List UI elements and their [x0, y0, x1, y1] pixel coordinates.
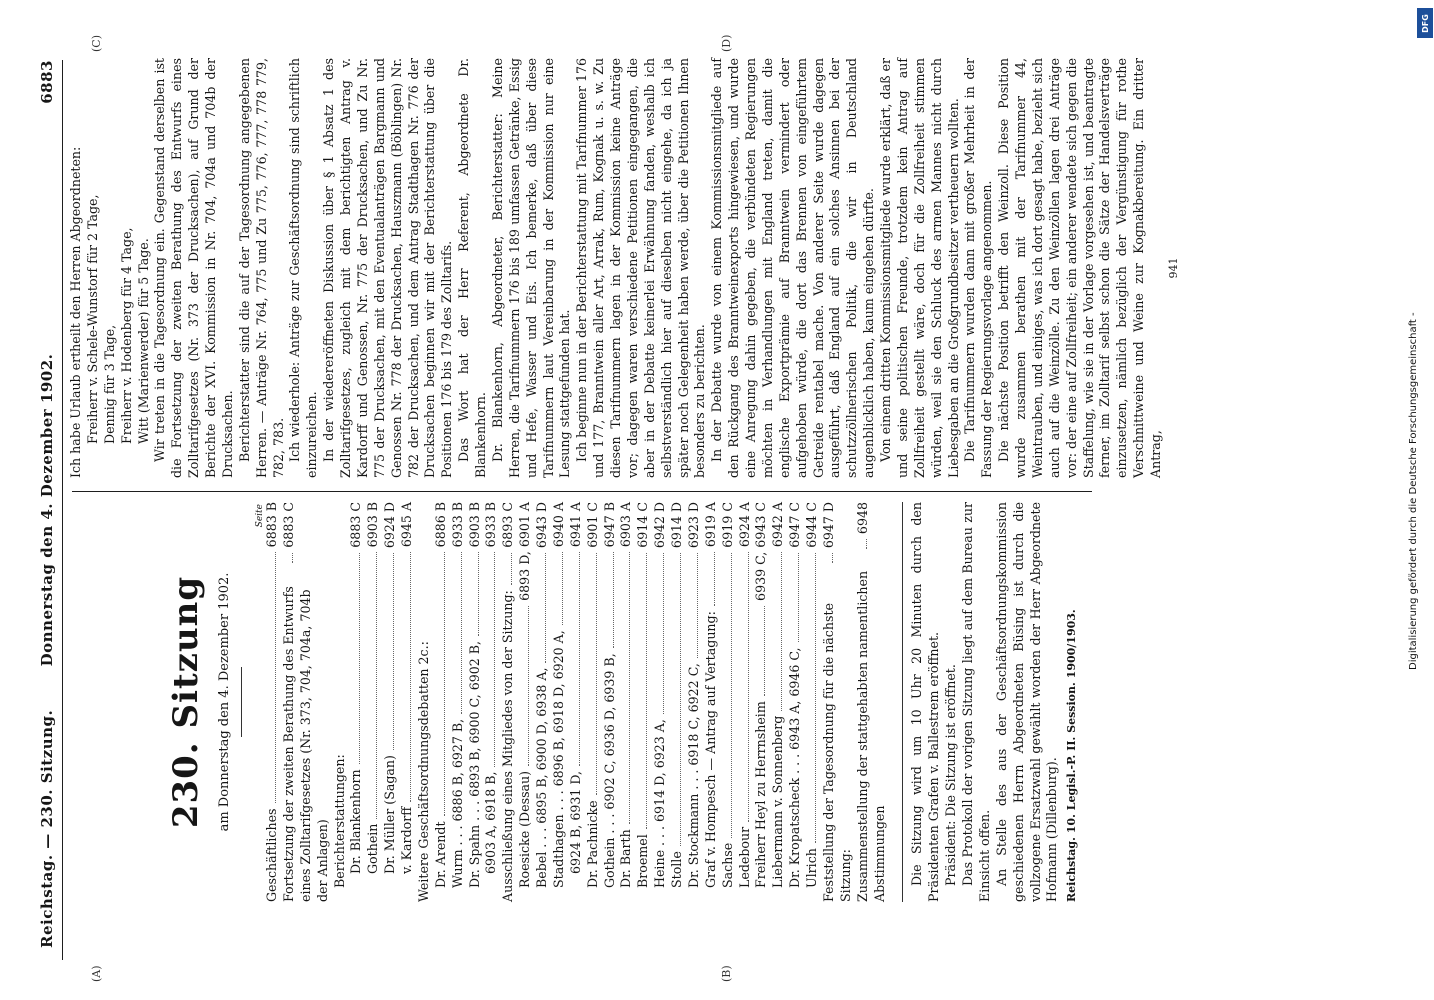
margin-marker-c: (C) — [90, 35, 103, 52]
toc-entry — [753, 502, 770, 902]
toc-leader-dots — [562, 552, 563, 625]
toc-entry-text: Fortsetzung der zweiten Berathung des Entwurfs eines Zolltarifgesetzes (Nr. 373, 704, 704a, 704b der Anlagen) — [280, 586, 330, 902]
leave-list — [85, 58, 153, 478]
session-date: am Donnerstag den 4. Dezember 1902. — [216, 572, 232, 832]
toc-entry — [635, 502, 652, 902]
column-divider — [72, 491, 1092, 492]
session-title: 230. Sitzung — [166, 575, 206, 829]
toc-entry-text: Sachse — [719, 842, 735, 888]
toc-page-ref: 6883 C — [348, 502, 364, 548]
leave-entry: Dennig für 3 Tage, — [101, 324, 117, 444]
margin-marker-d: (D) — [720, 34, 733, 52]
toc-entry-text: Roesicke (Dessau) — [517, 770, 533, 888]
toc-entry-text: Ausschließung eines Mitgliedes von der Sitzung: — [500, 590, 516, 902]
debate-paragraph: Dr. Blankenhorn, Abgeordneter, Berichterstatter: Meine Herren, die Tarifnummern 176 bis 189 umfassen Getränke, Essig und Hefe, Wasser und Eis. Ich bemerke, daß über diese Tarifnummern laut Vereinbarung in der Kommission nur eine Lesung stattgefunden hat. — [489, 58, 573, 478]
toc-page-ref: 6939 C, 6943 C — [753, 502, 769, 601]
opening-paragraph: An Stelle des aus der Geschäftsordnungskommission geschiedenen Herrn Abgeordneten Büsing ist durch die vollzogene Ersatzwahl gewählt worden der Herr Abgeordnete Hofmann (Dillenburg). — [993, 502, 1060, 902]
toc-entry-text: Stadthagen . . . 6896 B, 6918 D, 6920 A, — [550, 630, 566, 888]
toc-entry-text: Dr. Blankenhorn — [348, 769, 364, 874]
toc-entry-text: Dr. Müller (Sagan) — [382, 755, 398, 874]
leave-entry: Witt (Marienwerder) für 5 Tage. — [135, 238, 151, 444]
toc-leader-dots — [613, 552, 614, 648]
debate-paragraph: Das Wort hat der Herr Referent, Abgeordnete Dr. Blankenhorn. — [456, 58, 488, 478]
footer-note: Reichstag. 10. Legisl.-P. II. Session. 1900/1903. — [1065, 609, 1079, 902]
toc-leader-dots — [596, 553, 597, 796]
toc-leader-dots — [832, 553, 833, 563]
toc-leader-dots — [748, 552, 749, 822]
toc-entry-text: Stolle — [669, 851, 684, 888]
toc-entry — [264, 502, 281, 902]
toc-entry-text: Dr. Pachnicke — [584, 800, 600, 888]
left-column — [68, 502, 1080, 902]
toc-entry-text: Freiherr Heyl zu Herrnsheim — [753, 701, 769, 888]
debate-paragraph: Die Tarifnummern wurden dann mit großer Mehrheit in der Fassung der Regierungsvorlage angenommen. — [962, 58, 995, 478]
toc-entry-text: Liebermann v. Sonnenberg — [770, 715, 786, 888]
leave-entry: Freiherr v. Schele-Wunstorf für 2 Tage, — [84, 194, 100, 444]
leave-entry: Freiherr v. Hodenberg für 4 Tage, — [118, 227, 134, 444]
toc-entry — [669, 502, 686, 902]
table-of-contents — [264, 502, 888, 902]
toc-page-ref: 6914 C — [635, 502, 651, 548]
toc-page-ref: 6886 B — [432, 502, 448, 548]
toc-entry — [821, 502, 855, 902]
toc-entry-text: Dr. Arendt — [432, 821, 448, 888]
toc-leader-dots — [663, 553, 664, 714]
toc-entry — [433, 502, 450, 902]
toc-entry — [483, 502, 500, 902]
header-left: Reichstag. — 230. Sitzung. — [38, 709, 56, 948]
toc-leader-dots — [697, 553, 698, 658]
toc-entry — [332, 502, 349, 902]
margin-marker-a: (A) — [90, 965, 103, 982]
toc-entry-text: Dr. Spahn . . . 6893 B, 6900 C, 6902 B, — [466, 640, 482, 888]
toc-entry — [281, 502, 332, 902]
toc-entry — [534, 502, 551, 902]
toc-entry — [770, 502, 787, 902]
toc-entry — [416, 502, 433, 902]
toc-page-ref: 6942 D — [652, 502, 668, 549]
toc-entry-text: Graf v. Hompesch — Antrag auf Vertagung: — [702, 611, 718, 888]
toc-page-ref: 6943 D — [534, 502, 549, 549]
toc-leader-dots — [494, 552, 495, 766]
toc-leader-dots — [410, 552, 411, 802]
header-page-number: 6883 — [38, 60, 56, 104]
toc-entry-text: Gothein . . . 6902 C, 6936 D, 6939 B, — [601, 653, 617, 888]
toc-page-ref: 6924 D — [382, 502, 398, 549]
toc-entry — [737, 502, 754, 902]
toc-entry — [720, 502, 737, 902]
toc-leader-dots — [680, 553, 681, 846]
toc-page-ref: 6947 C — [787, 502, 803, 548]
digitization-credit — [1408, 10, 1430, 990]
toc-leader-dots — [629, 552, 630, 824]
toc-page-ref: 6903 B — [365, 502, 381, 548]
toc-page-ref: 6919 A — [702, 502, 718, 548]
credit-text: Digitalisierung gefördert durch die Deutsche Forschungsgemeinschaft - — [1408, 312, 1419, 670]
toc-entry — [703, 502, 720, 902]
toc-page-ref: 6903 B — [466, 502, 482, 548]
debate-paragraph: Wir treten in die Tagesordnung ein. Gegenstand derselben ist die Fortsetzung der zweiten Berathung des Entwurfs eines Zolltarifgesetzes (Nr. 373 der Drucksachen), auf Grund der Berichte der XVI. Kommission in Nr. 704, 704a und 704b der Drucksachen. — [152, 58, 235, 478]
toc-entry-text: Gothein — [365, 823, 381, 874]
toc-page-ref: 6883 B — [264, 502, 279, 548]
toc-leader-dots — [714, 552, 715, 606]
toc-leader-dots — [798, 553, 799, 643]
toc-page-ref: 6924 A — [736, 502, 752, 548]
right-column — [68, 58, 1182, 478]
toc-page-ref: 6940 A — [550, 502, 566, 548]
toc-leader-dots — [478, 552, 479, 636]
toc-leader-dots — [815, 553, 816, 843]
toc-page-ref: 6893 D, 6901 A — [517, 502, 533, 601]
debate-paragraph: Berichterstatter sind die auf der Tagesordnung angegebenen Herren. — Anträge Nr. 764, 775 und Zu 775, 776, 777, 778 779, 782, 783. — [236, 58, 286, 478]
margin-marker-b: (B) — [720, 965, 733, 982]
toc-leader-dots — [528, 606, 529, 766]
toc-entry-text: Dr. Barth — [618, 829, 634, 888]
opening-paragraph: Das Protokoll der vorigen Sitzung liegt auf dem Bureau zur Einsicht offen. — [960, 502, 992, 902]
toc-entry — [602, 502, 619, 902]
toc-entry-text: Ulrich — [804, 848, 819, 888]
toc-leader-dots — [275, 552, 276, 803]
toc-entry-text: Zusammenstellung der stattgehabten namentlichen Abstimmungen — [854, 570, 887, 902]
toc-entry-text: Broemel — [635, 834, 651, 888]
toc-entry — [500, 502, 517, 902]
toc-entry — [365, 502, 382, 902]
dfg-logo-text: DFG — [1420, 13, 1430, 33]
toc-page-ref: 6948 — [854, 502, 870, 535]
dfg-logo — [1417, 8, 1433, 38]
toc-entry-text: 6903 A, 6918 B, — [483, 771, 499, 874]
toc-entry — [382, 502, 399, 902]
toc-entry — [686, 502, 703, 902]
debate-text — [152, 58, 1165, 478]
toc-entry-text: Heine . . . 6914 D, 6923 A, — [652, 719, 668, 888]
toc-leader-dots — [545, 553, 546, 662]
toc-entry — [618, 502, 635, 902]
toc-page-ref: 6941 A — [567, 502, 583, 548]
debate-paragraph: Von einem dritten Kommissionsmitgliede wurde erklärt, daß er und seine politischen Freunde, trotzdem kein Antrag auf Zollfreiheit gestellt wäre, doch für die Zollfreiheit stimmen würden, weil sie den Schluck des armen Mannes nicht durch Liebesgaben an die Großgrundbesitzer vertheuern wollten. — [878, 58, 961, 478]
toc-entry-text: Wurm . . . 6886 B, 6927 B, — [449, 718, 465, 888]
toc-entry — [348, 502, 365, 902]
toc-entry — [804, 502, 821, 902]
toc-leader-dots — [444, 552, 445, 816]
toc-leader-dots — [646, 553, 647, 830]
toc-entry — [467, 502, 484, 902]
toc-page-ref: 6933 B — [449, 502, 465, 548]
toc-entry-text: v. Kardorff — [399, 806, 414, 874]
toc-page-ref: 6923 D — [685, 502, 701, 549]
page-bottom-number: 941 — [1166, 257, 1180, 279]
toc-entry-text: Dr. Stockmann . . . 6918 C, 6922 C, — [685, 663, 701, 888]
toc-entry-text: Dr. Kropatscheck . . . 6943 A, 6946 C, — [787, 647, 803, 888]
opening-paragraph: Präsident: Die Sitzung ist eröffnet. — [943, 664, 959, 886]
page-header — [28, 60, 63, 960]
toc-leader-dots — [292, 553, 293, 563]
toc-page-ref: 6883 C — [280, 502, 296, 548]
toc-page-ref: 6944 C — [804, 502, 819, 548]
toc-entry-text: Bebel . . . 6895 B, 6900 D, 6938 A, — [534, 667, 549, 888]
toc-entry-text: 6924 B, 6931 D, — [567, 770, 583, 874]
toc-entry — [450, 502, 467, 902]
toc-page-ref: 6903 A — [618, 502, 634, 548]
opening-paragraph: Die Sitzung wird um 10 Uhr 20 Minuten durch den Präsidenten Grafen v. Ballestrem eröffnet. — [909, 502, 942, 902]
toc-page-ref: 6914 D — [669, 502, 684, 549]
leave-intro: Ich habe Urlaub ertheilt den Herren Abgeordneten: — [68, 146, 83, 478]
debate-paragraph: Ich beginne nun in der Berichterstattung mit Tarifnummer 176 und 177, Branntwein aller Art, Arrak, Rum, Kognak u. s. w. Zu diesen Tarifnummern lagen in der Kommission keine Anträge vor; dagegen waren verschiedene Petitionen eingegangen, die aber in der Debatte keinerlei Erwähnung fanden, weshalb ich selbstverständlich hier auf dieselben nicht eingehe, da ich ja später noch Gelegenheit haben werde, über die Petitionen Ihnen besonders zu berichten. — [574, 58, 708, 478]
toc-leader-dots — [781, 552, 782, 711]
toc-page-ref: 6947 B — [601, 502, 617, 548]
debate-paragraph: In der Debatte wurde von einem Kommissionsmitgliede auf den Rückgang des Branntweinexports hingewiesen, und wurde eine Anregung dahin gegeben, die verbündeten Regierungen möchten in Verhandlungen mit England treten, damit die englische Exportprämie auf Branntwein vermindert oder aufgehoben würde, die dort das Brennen von eingeführtem Getreide rentabel mache. Von anderer Seite wurde dagegen ausgeführt, daß England auf ein solches Ansinnen bei der schutzzöllnerischen Politik, die wir in Deutschland augenblicklich haben, kaum eingehen dürfte. — [709, 58, 877, 478]
toc-leader-dots — [376, 552, 377, 818]
toc-leader-dots — [461, 552, 462, 714]
toc-entry — [551, 502, 568, 902]
toc-page-ref: 6893 C — [500, 502, 516, 548]
toc-leader-dots — [731, 553, 732, 838]
toc-entry-text: Weitere Geschäftsordnungsdebatten 2c.: — [415, 641, 431, 902]
toc-entry-text: Geschäftliches — [264, 808, 279, 902]
toc-page-ref: 6947 D — [820, 502, 836, 549]
toc-leader-dots — [511, 553, 512, 586]
toc-leader-dots — [393, 553, 394, 750]
toc-entry — [517, 502, 534, 902]
debate-paragraph: In der wiedereröffneten Diskussion über § 1 Absatz 1 des Zolltarifgesetzes, zugleich mit dem berichtigten Antrag v. Kardorff und Genossen, Nr. 775 der Drucksachen, und Zu Nr. 775 der Drucksachen, mit den Eventualanträgen Bargmann und Genossen Nr. 778 der Drucksachen, Hauszmann (Böblingen) Nr. 782 der Drucksachen, und dem Antrag Stadthagen Nr. 776 der Drucksachen beginnen wir mit der Berichterstattung über die Positionen 176 bis 179 des Zolltarifs. — [321, 58, 455, 478]
toc-entry — [399, 502, 416, 902]
toc-entry-text: Feststellung der Tagesordnung für die nächste Sitzung: — [820, 603, 853, 902]
toc-entry — [585, 502, 602, 902]
toc-leader-dots — [866, 539, 867, 549]
toc-leader-dots — [579, 552, 580, 766]
toc-entry — [568, 502, 585, 902]
toc-page-ref: 6942 A — [770, 502, 786, 548]
toc-entry-text: Berichterstattungen: — [331, 754, 347, 888]
seite-label: Seite — [254, 504, 265, 528]
header-date: Donnerstag den 4. Dezember 1902. — [38, 353, 56, 667]
toc-entry-text: Ledebour — [736, 826, 752, 888]
title-rule — [241, 667, 242, 737]
debate-paragraph: Ich wiederhole: Anträge zur Geschäftsordnung sind schriftlich einzureichen. — [287, 58, 320, 478]
toc-entry — [855, 502, 889, 902]
toc-entry — [787, 502, 804, 902]
opening-text — [902, 502, 1061, 902]
toc-leader-dots — [764, 606, 765, 696]
debate-paragraph: Die nächste Position betrifft den Weinzoll. Diese Position wurde zusammen berathen mit der Tarifnummer 44, Weintrauben, und einiges, was ich dort gesagt habe, bezieht sich auch auf die Weinzölle. Zu den Weinzöllen lagen drei Anträge vor: der eine auf Zollfreiheit; ein anderer wendete sich gegen die Staffelung, wie sie in der Vorlage vorgesehen ist, und beantragte ferner, im Zolltarif selbst schon die Sätze der Handelsverträge einzusetzen, nämlich bezüglich der Vergünstigung für rothe Verschnittweine und Weine zur Kognakbereitung. Ein dritter Antrag, — [996, 58, 1163, 478]
toc-entry — [652, 502, 669, 902]
toc-page-ref: 6919 C — [719, 502, 735, 548]
toc-page-ref: 6933 B — [483, 502, 499, 548]
toc-leader-dots — [359, 553, 360, 765]
toc-page-ref: 6945 A — [399, 502, 414, 548]
toc-page-ref: 6901 C — [584, 502, 600, 548]
